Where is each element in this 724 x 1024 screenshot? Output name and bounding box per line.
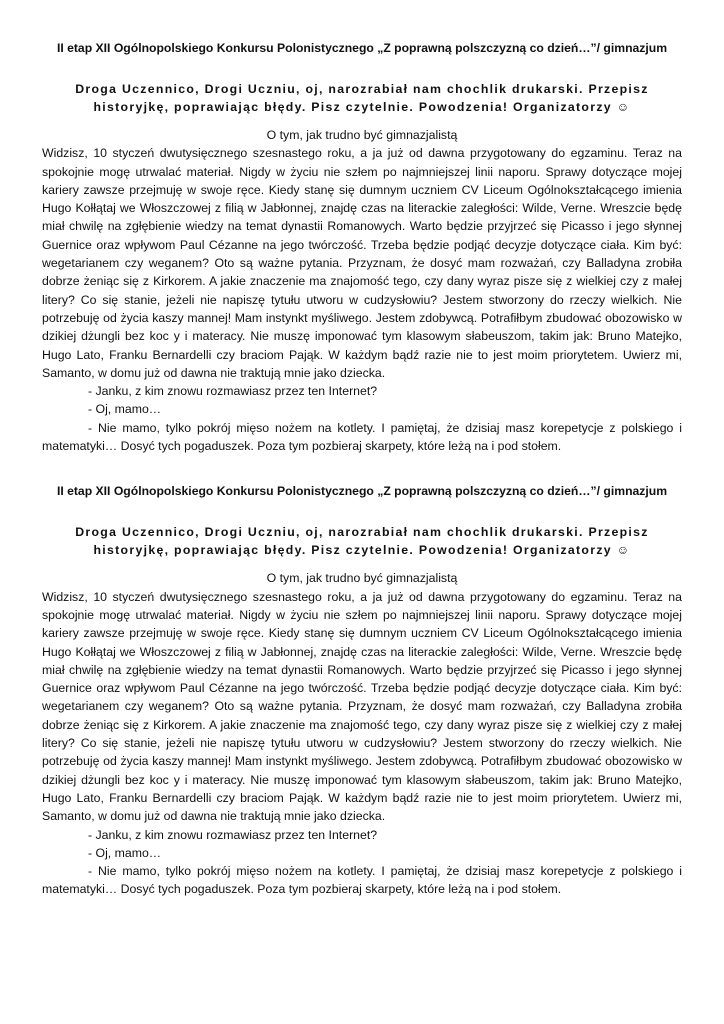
story-paragraph: Widzisz, 10 styczeń dwutysięcznego szesnastego roku, a ja już od dawna przygotowany do egzaminu. Teraz na spokojnie mogę utrwalać materiał. Nigdy w życiu nie szłem po najmniejszej linii naporu. Sprawy dotyczące mojej kariery zawsze przejmuję w swoje ręce. Kiedy stanę się dumnym uczniem CV Liceum Ogólnokształcącego imienia Hugo Kołłątaj we Włoszczowej z filią w Jabłonnej, znajdę czas na literackie zaległości: Wilde, Verne. Wreszcie będę miał chwilę na zgłębienie wiedzy na temat dynastii Romanowych. Warto będzie przyjrzeć się Picasso i jego słynnej Guernice oraz wpływom Paul Cézanne na jego twórczość. Trzeba będzie podjąć decyzje dotyczące ciała. Kim być: wegetarianem czy weganem? Oto są ważne pytania. Przyznam, że dosyć mam rozważań, czy Balladyna zrobiła dobrze żeniąc się z Kirkorem. A jakie znaczenie ma znajomość tego, czy dany wyraz pisze się z wielkiej czy z małej litery? Co się stanie, jeżeli nie napiszę tytułu utworu w cudzysłowiu? Jestem stworzony do rzeczy wielkich. Nie potrzebuję od życia kaszy mannej! Mam instynkt myśliwego. Jestem zdobywcą. Potrafiłbym zbudować obozowisko w dzikiej dżungli bez koc y i materacy. Nie muszę imponować tym klasowym słabeuszom, takim jak: Bruno Matejko, Hugo Lato, Franku Bernardelli czy braciom Pająk. W każdym bądź razie nie to jest moim priorytetem. Uwierz mi, Samanto, w domu już od dawna nie traktują mnie jako dziecka. xyxy=(42,589,682,824)
contest-header: II etap XII Ogólnopolskiego Konkursu Polonistycznego „Z poprawną polszczyzną co dzień…”/ gimnazjum xyxy=(56,484,668,499)
story-title: O tym, jak trudno być gimnazjalistą xyxy=(266,571,458,586)
story-paragraph: Widzisz, 10 styczeń dwutysięcznego szesnastego roku, a ja już od dawna przygotowany do egzaminu. Teraz na spokojnie mogę utrwalać materiał. Nigdy w życiu nie szłem po najmniejszej linii naporu. Sprawy dotyczące mojej kariery zawsze przejmuję w swoje ręce. Kiedy stanę się dumnym uczniem CV Liceum Ogólnokształcącego imienia Hugo Kołłątaj we Włoszczowej z filią w Jabłonnej, znajdę czas na literackie zaległości: Wilde, Verne. Wreszcie będę miał chwilę na zgłębienie wiedzy na temat dynastii Romanowych. Warto będzie przyjrzeć się Picasso i jego słynnej Guernice oraz wpływom Paul Cézanne na jego twórczość. Trzeba będzie podjąć decyzje dotyczące ciała. Kim być: wegetarianem czy weganem? Oto są ważne pytania. Przyznam, że dosyć mam rozważań, czy Balladyna zrobiła dobrze żeniąc się z Kirkorem. A jakie znaczenie ma znajomość tego, czy dany wyraz pisze się z wielkiej czy z małej litery? Co się stanie, jeżeli nie napiszę tytułu utworu w cudzysłowiu? Jestem stworzony do rzeczy wielkich. Nie potrzebuję od życia kaszy mannej! Mam instynkt myśliwego. Jestem zdobywcą. Potrafiłbym zbudować obozowisko w dzikiej dżungli bez koc y i materacy. Nie muszę imponować tym klasowym słabeuszom, takim jak: Bruno Matejko, Hugo Lato, Franku Bernardelli czy braciom Pająk. W każdym bądź razie nie to jest moim priorytetem. Uwierz mi, Samanto, w domu już od dawna nie traktują mnie jako dziecka. xyxy=(42,146,682,380)
dialog-line-2: - Oj, mamo… xyxy=(88,845,162,860)
dialog-line-3: - Nie mamo, tylko pokrój mięso nożem na kotlety. I pamiętaj, że dzisiaj masz korepetycje z polskiego i matematyki… Dosyć tych pogaduszek. Poza tym pozbieraj skarpety, które leżą na i pod stołem. xyxy=(42,420,682,454)
story xyxy=(42,569,682,898)
dialog-line-1: - Janku, z kim znowu rozmawiasz przez ten Internet? xyxy=(88,384,378,399)
instruction-text: Droga Uczennico, Drogi Uczniu, oj, narozrabiał nam chochlik drukarski. Przepisz historyjkę, poprawiając błędy. Pisz czytelnie. Powodzenia! Organizatorzy ☺ xyxy=(75,525,649,558)
worksheet-copy-1 xyxy=(42,40,682,455)
dialog-line-3: - Nie mamo, tylko pokrój mięso nożem na kotlety. I pamiętaj, że dzisiaj masz korepetycje z polskiego i matematyki… Dosyć tych pogaduszek. Poza tym pozbieraj skarpety, które leżą na i pod stołem. xyxy=(42,864,682,897)
contest-header: II etap XII Ogólnopolskiego Konkursu Polonistycznego „Z poprawną polszczyzną co dzień…”/ gimnazjum xyxy=(56,41,668,55)
worksheet-copy-2 xyxy=(42,483,682,898)
story xyxy=(42,126,682,455)
story-title: O tym, jak trudno być gimnazjalistą xyxy=(266,128,458,142)
instruction-text: Droga Uczennico, Drogi Uczniu, oj, narozrabiał nam chochlik drukarski. Przepisz historyjkę, poprawiając błędy. Pisz czytelnie. Powodzenia! Organizatorzy ☺ xyxy=(75,82,649,114)
dialog-line-2: - Oj, mamo… xyxy=(88,402,162,417)
dialog-line-1: - Janku, z kim znowu rozmawiasz przez ten Internet? xyxy=(88,827,378,842)
